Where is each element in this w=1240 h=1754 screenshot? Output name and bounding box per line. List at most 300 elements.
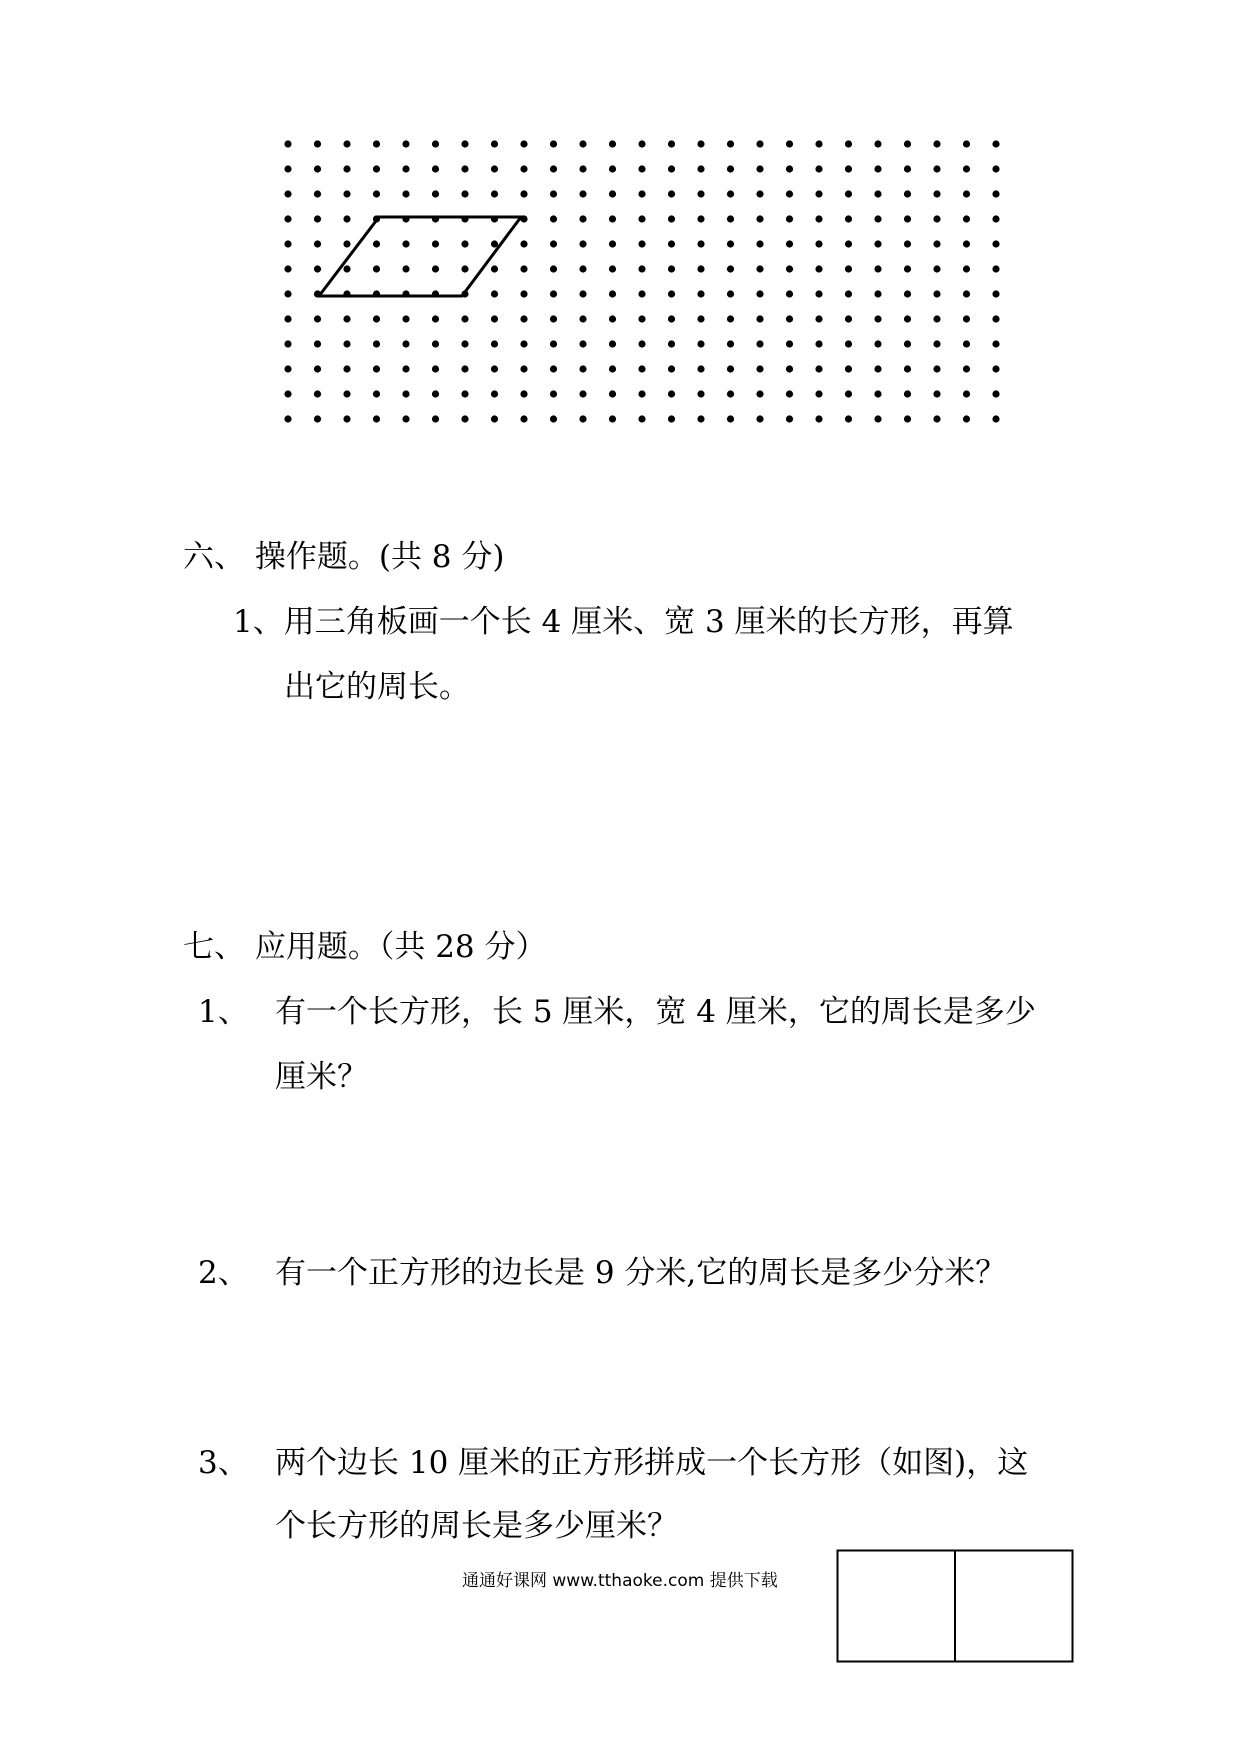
grid-dot [727,215,734,222]
grid-dot [432,340,439,347]
grid-dot [933,415,940,422]
grid-dot [373,265,380,272]
dot-grid-figure [0,0,1240,440]
grid-dot [933,315,940,322]
grid-dot [697,240,704,247]
grid-dot [697,290,704,297]
grid-dot [992,340,999,347]
grid-dot [963,240,970,247]
grid-dot [874,190,881,197]
grid-dot [933,165,940,172]
grid-dot [579,140,586,147]
grid-dot [874,415,881,422]
grid-dot [402,390,409,397]
grid-dot [550,415,557,422]
grid-dot [933,290,940,297]
grid-dot [756,190,763,197]
grid-dot [756,340,763,347]
grid-dot [845,265,852,272]
grid-dot [786,390,793,397]
grid-dot [609,265,616,272]
grid-dot [815,215,822,222]
grid-dot [786,415,793,422]
grid-dot [284,365,291,372]
grid-dot [314,140,321,147]
grid-dot [845,315,852,322]
grid-dot [579,315,586,322]
grid-dot [284,240,291,247]
grid-dot [343,140,350,147]
grid-dot [727,165,734,172]
grid-dot [815,165,822,172]
q1-line1: 有一个长方形，长 5 厘米，宽 4 厘米，它的周长是多少 [275,994,1036,1030]
grid-dot [992,215,999,222]
grid-dot [579,240,586,247]
grid-dot [815,365,822,372]
grid-dot [343,165,350,172]
grid-dot [461,415,468,422]
grid-dot [668,315,675,322]
section-six-heading: 六、 操作题。(共 8 分) [183,539,505,575]
grid-dot [550,190,557,197]
grid-dot [697,415,704,422]
grid-dot [432,265,439,272]
grid-dot [373,190,380,197]
grid-dot [432,365,439,372]
grid-dot [520,315,527,322]
grid-dot [284,165,291,172]
grid-dot [343,315,350,322]
parallelogram-shape [319,217,521,296]
grid-dot [550,265,557,272]
grid-dot [697,265,704,272]
grid-dot [933,240,940,247]
grid-dot [815,240,822,247]
grid-dot [284,265,291,272]
grid-dot [550,340,557,347]
grid-dot [550,215,557,222]
grid-dot [579,215,586,222]
grid-dot [786,340,793,347]
grid-dot [402,265,409,272]
grid-dot [314,390,321,397]
q2-line1: 有一个正方形的边长是 9 分米,它的周长是多少分米？ [275,1255,1007,1291]
grid-dot [963,315,970,322]
grid-dot [904,390,911,397]
grid-dot [815,190,822,197]
grid-dot [933,265,940,272]
grid-dot [815,390,822,397]
grid-dot [815,290,822,297]
grid-dot [874,265,881,272]
grid-dot [668,240,675,247]
grid-dot [727,415,734,422]
q3-line1: 两个边长 10 厘米的正方形拼成一个长方形（如图)，这 [275,1445,1029,1481]
grid-dot [845,240,852,247]
grid-dot [668,290,675,297]
grid-dot [343,390,350,397]
q1-line2: 厘米？ [275,1059,368,1095]
grid-dot [461,140,468,147]
grid-dot [963,215,970,222]
grid-dot [432,415,439,422]
grid-dot [668,390,675,397]
grid-dot [609,215,616,222]
grid-dot [786,290,793,297]
grid-dot [697,390,704,397]
grid-dot [491,415,498,422]
grid-dot [550,240,557,247]
grid-dot [314,415,321,422]
grid-dot [874,315,881,322]
grid-dot [668,140,675,147]
grid-dot [550,390,557,397]
grid-dot [668,165,675,172]
section-seven-heading: 七、 应用题。（共 28 分） [183,929,547,965]
grid-dot [815,340,822,347]
grid-dot [343,340,350,347]
grid-dot [579,340,586,347]
grid-dot [668,415,675,422]
grid-dot [461,340,468,347]
grid-dot [491,190,498,197]
grid-dot [963,140,970,147]
grid-dot [432,165,439,172]
grid-dot [845,290,852,297]
grid-dot [756,390,763,397]
grid-dot [432,140,439,147]
grid-dot [550,165,557,172]
grid-dot [963,390,970,397]
grid-dot [314,215,321,222]
grid-dot [992,265,999,272]
grid-dot [638,365,645,372]
grid-dot [933,340,940,347]
grid-dot [284,340,291,347]
grid-dot [314,340,321,347]
grid-dot [992,190,999,197]
grid-dot [491,315,498,322]
grid-dot [638,240,645,247]
grid-dot [638,165,645,172]
grid-dot [284,215,291,222]
grid-dot [373,240,380,247]
grid-dot [638,290,645,297]
grid-dot [402,165,409,172]
grid-dot [933,215,940,222]
grid-dot [992,390,999,397]
grid-dot [727,315,734,322]
grid-dot [609,290,616,297]
grid-dot [520,140,527,147]
grid-dot [550,290,557,297]
grid-dot [697,315,704,322]
grid-dot [638,265,645,272]
grid-dot [402,190,409,197]
section-six-q1-line1: 1、用三角板画一个长 4 厘米、宽 3 厘米的长方形，再算 [233,604,1014,640]
grid-dot [461,240,468,247]
grid-dot [874,390,881,397]
grid-dot [904,340,911,347]
grid-dot [402,140,409,147]
grid-dot [727,340,734,347]
two-squares-figure [836,1549,1074,1663]
grid-dot [638,190,645,197]
grid-dot [314,165,321,172]
grid-dot [609,365,616,372]
grid-dot [874,215,881,222]
grid-dot [963,190,970,197]
grid-dot [343,415,350,422]
grid-dot [963,340,970,347]
grid-dot [815,315,822,322]
grid-dot [373,165,380,172]
grid-dot [992,290,999,297]
grid-dot [933,140,940,147]
grid-dot [786,190,793,197]
grid-dot [786,265,793,272]
section-six-q1-line2: 出它的周长。 [284,669,470,705]
grid-dot [373,140,380,147]
grid-dot [933,390,940,397]
grid-dot [638,215,645,222]
grid-dot [668,190,675,197]
grid-dot [579,415,586,422]
grid-dot [992,140,999,147]
grid-dot [668,365,675,372]
grid-dot [520,165,527,172]
grid-dot [284,140,291,147]
grid-dot [786,140,793,147]
grid-dot [815,415,822,422]
grid-dot [904,240,911,247]
grid-dot [845,190,852,197]
grid-dot [491,265,498,272]
grid-dot [845,165,852,172]
grid-dot [461,315,468,322]
grid-dot [284,390,291,397]
grid-dot [874,365,881,372]
grid-dot [402,240,409,247]
grid-dot [933,190,940,197]
grid-dot [786,240,793,247]
grid-dot [874,140,881,147]
grid-dot [904,265,911,272]
grid-dot [373,390,380,397]
grid-dot [402,315,409,322]
grid-dot [668,340,675,347]
grid-dot [933,365,940,372]
grid-dot [668,265,675,272]
grid-dot [550,365,557,372]
grid-dot [727,240,734,247]
grid-dot [992,415,999,422]
grid-dot [314,240,321,247]
grid-dot [697,165,704,172]
grid-dot [786,215,793,222]
grid-dot [520,365,527,372]
grid-dot [461,265,468,272]
grid-dot [284,315,291,322]
grid-dot [697,190,704,197]
grid-dot [638,315,645,322]
grid-dot [432,390,439,397]
grid-dot [461,365,468,372]
grid-dot [609,165,616,172]
grid-dot [697,140,704,147]
grid-dot [845,215,852,222]
grid-dot [402,340,409,347]
grid-dot [520,265,527,272]
grid-dot [756,140,763,147]
grid-dot [609,340,616,347]
grid-dot [343,190,350,197]
grid-dot [638,340,645,347]
grid-dot [874,290,881,297]
grid-dot [756,290,763,297]
grid-dot [284,290,291,297]
grid-dot [727,290,734,297]
grid-dot [284,190,291,197]
grid-dot [668,215,675,222]
grid-dot [461,390,468,397]
grid-dot [609,240,616,247]
grid-dot [697,215,704,222]
grid-dot [756,240,763,247]
grid-dot [874,165,881,172]
grid-dot [343,240,350,247]
grid-dot [491,240,498,247]
grid-dot [786,365,793,372]
grid-dot [609,140,616,147]
grid-dot [963,415,970,422]
grid-dot [314,190,321,197]
grid-dot [579,290,586,297]
grid-dot [992,315,999,322]
grid-dot [373,415,380,422]
grid-dot [461,190,468,197]
grid-dot [756,165,763,172]
grid-dot [343,365,350,372]
grid-dot [992,365,999,372]
q1-number: 1、 [198,994,249,1030]
grid-dot [904,290,911,297]
grid-dot [904,315,911,322]
grid-dot [373,340,380,347]
grid-dot [520,340,527,347]
grid-dot [786,315,793,322]
grid-dot [727,140,734,147]
grid-dot [579,190,586,197]
grid-dots [284,140,999,422]
grid-dot [727,190,734,197]
grid-dot [963,265,970,272]
grid-dot [697,340,704,347]
grid-dot [874,240,881,247]
grid-dot [904,140,911,147]
grid-dot [904,415,911,422]
grid-dot [579,165,586,172]
grid-dot [845,415,852,422]
grid-dot [491,340,498,347]
grid-dot [815,265,822,272]
grid-dot [638,390,645,397]
grid-dot [845,140,852,147]
grid-dot [314,315,321,322]
grid-dot [491,365,498,372]
q3-number: 3、 [198,1445,249,1481]
grid-dot [373,365,380,372]
grid-dot [638,140,645,147]
grid-dot [904,215,911,222]
grid-dot [609,415,616,422]
grid-dot [432,315,439,322]
grid-dot [904,365,911,372]
grid-dot [756,365,763,372]
q3-line2: 个长方形的周长是多少厘米？ [275,1508,678,1544]
grid-dot [756,415,763,422]
grid-dot [963,165,970,172]
grid-dot [609,390,616,397]
grid-dot [992,240,999,247]
grid-dot [579,265,586,272]
grid-dot [727,365,734,372]
grid-dot [963,365,970,372]
grid-dot [402,415,409,422]
grid-dot [520,415,527,422]
grid-dot [727,390,734,397]
grid-dot [727,265,734,272]
grid-dot [845,390,852,397]
grid-dot [904,165,911,172]
grid-dot [874,340,881,347]
grid-dot [520,290,527,297]
footer-watermark: 通通好课网 www.tthaoke.com 提供下载 [462,1571,778,1591]
grid-dot [756,315,763,322]
grid-dot [491,390,498,397]
grid-dot [343,265,350,272]
grid-dot [845,365,852,372]
grid-dot [904,190,911,197]
grid-dot [461,165,468,172]
grid-dot [550,140,557,147]
grid-dot [373,315,380,322]
grid-dot [550,315,557,322]
grid-dot [491,290,498,297]
grid-dot [520,190,527,197]
grid-dot [579,365,586,372]
grid-dot [432,240,439,247]
grid-dot [697,365,704,372]
grid-dot [284,415,291,422]
grid-dot [992,165,999,172]
grid-dot [786,165,793,172]
grid-dot [963,290,970,297]
grid-dot [638,415,645,422]
grid-dot [520,240,527,247]
grid-dot [491,140,498,147]
q2-number: 2、 [198,1255,249,1291]
grid-dot [402,365,409,372]
grid-dot [756,215,763,222]
grid-dot [520,390,527,397]
grid-dot [609,315,616,322]
grid-dot [432,190,439,197]
grid-dot [579,390,586,397]
grid-dot [845,340,852,347]
grid-dot [343,215,350,222]
grid-dot [314,365,321,372]
